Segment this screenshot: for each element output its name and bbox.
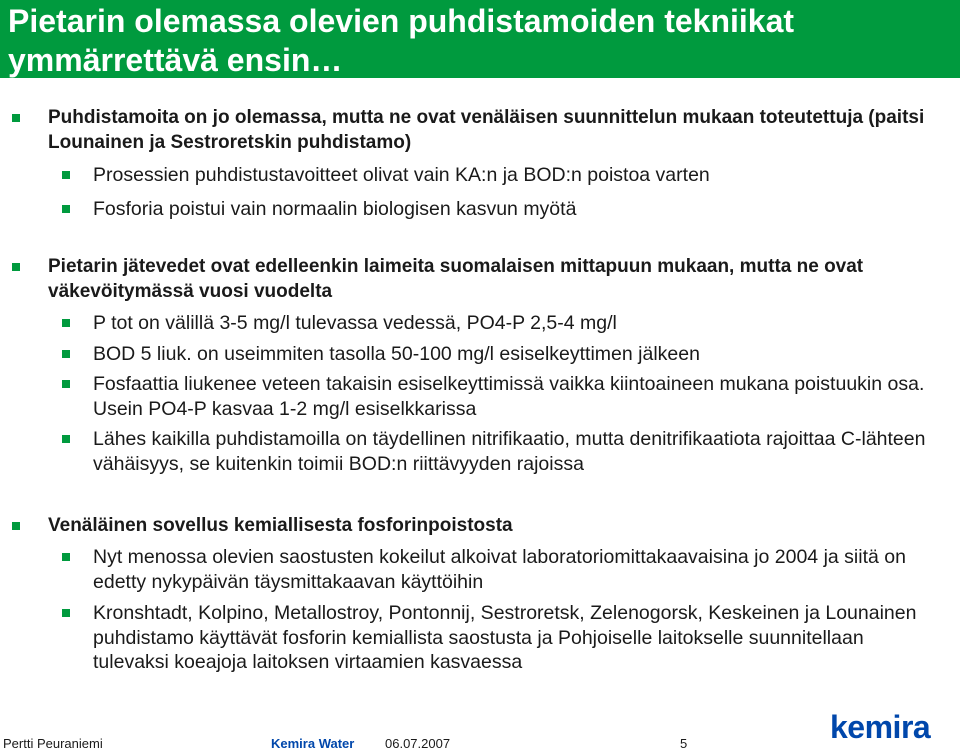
sub-bullet-text: Kronshtadt, Kolpino, Metallostroy, Pontonnij, Sestroretsk, Zelenogorsk, Keskeinen ja Lounainen puhdistamo käyttävät fosforin kemiallista saostusta ja Pohjoiselle laitokselle suunnitellaan tulevaksi koeajoja laitoksen virtaamien kasvaessa [93,602,917,673]
footer-author: Pertti Peuraniemi [3,736,103,751]
slide-title: Pietarin olemassa olevien puhdistamoiden tekniikat ymmärrettävä ensin… [8,3,795,78]
square-bullet-icon [12,522,20,530]
square-bullet-icon [62,350,70,358]
sub-bullet-text: Fosfaattia liukenee veteen takaisin esiselkeyttimissä vaikka kiintoaineen mukana poistuukin osa. Usein PO4-P kasvaa 1-2 mg/l esiselkkarissa [93,373,925,420]
page-number: 5 [680,736,688,751]
bullet-text: Venäläinen sovellus kemiallisesta fosforinpoistosta [48,515,513,536]
footer-company: Kemira Water [271,736,355,751]
square-bullet-icon [62,435,70,443]
square-bullet-icon [62,171,70,179]
square-bullet-icon [62,609,70,617]
sub-bullet-text: Prosessien puhdistustavoitteet olivat vain KA:n ja BOD:n poistoa varten [93,164,710,186]
sub-bullet-text: Lähes kaikilla puhdistamoilla on täydellinen nitrifikaatio, mutta denitrifikaatiota rajoittaa C-lähteen vähäisyys, se kuitenkin toimii BOD:n riittävyyden rajoissa [93,428,926,475]
bullet-text: Puhdistamoita on jo olemassa, mutta ne ovat venäläisen suunnittelun mukaan toteutettuja (paitsi Lounainen ja Sestroretskin puhdistamo) [48,107,925,153]
square-bullet-icon [62,205,70,213]
sub-bullet-text: P tot on välillä 3-5 mg/l tulevassa vedessä, PO4-P 2,5-4 mg/l [93,312,617,334]
title-bar [0,0,960,78]
kemira-logo [828,708,956,748]
logo-text: kemira [830,709,931,745]
square-bullet-icon [62,553,70,561]
sub-bullet-text: BOD 5 liuk. on useimmiten tasolla 50-100 mg/l esiselkeyttimen jälkeen [93,343,700,365]
footer-date: 06.07.2007 [385,736,451,751]
bullet-text: Pietarin jätevedet ovat edelleenkin laimeita suomalaisen mittapuun mukaan, mutta ne ovat väkevöitymässä vuosi vuodelta [48,256,864,302]
square-bullet-icon [12,263,20,271]
sub-bullet-text: Nyt menossa olevien saostusten kokeilut alkoivat laboratoriomittakaavaisina jo 2004 ja siitä on edetty nykypäivän täysmittakaavan käyttöihin [93,546,906,593]
square-bullet-icon [62,319,70,327]
sub-bullet-text: Fosforia poistui vain normaalin biologisen kasvun myötä [93,198,577,220]
slide-footer [0,724,960,754]
square-bullet-icon [12,114,20,122]
square-bullet-icon [62,380,70,388]
